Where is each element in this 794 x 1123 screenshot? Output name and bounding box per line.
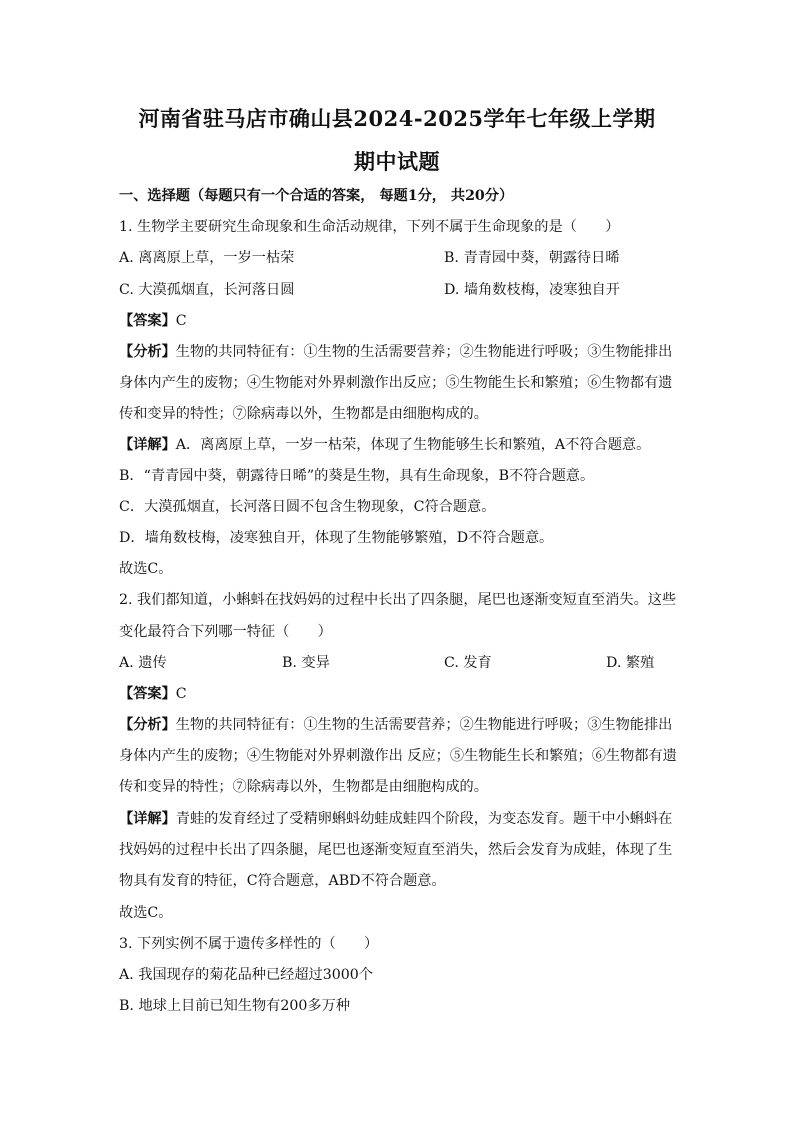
question-2-option-b: B. 变异 [282,655,330,671]
question-1-answer [119,311,679,331]
question-2-conclusion: 故选C。 [119,905,173,921]
question-2-option-d: D. 繁殖 [606,655,655,671]
question-3-option-a: A. 我国现存的菊花品种已经超过3000个 [119,967,373,983]
analysis-tag: 【分析】 [119,717,176,733]
answer-value: C [175,686,187,702]
question-2-answer [119,684,679,704]
question-2-option-c: C. 发育 [444,655,492,671]
question-2-detail-line-2: 找妈妈的过程中长出了四条腿，尾巴也逐渐变短直至消失，然后会发育为成蛙，体现了生 [119,842,673,858]
answer-tag: 【答案】 [119,686,176,702]
detail-tag: 【详解】 [119,811,176,827]
question-1-option-a: A. 离离原上草，一岁一枯荣 [119,250,295,266]
question-2-stem-line-2: 变化最符合下列哪一特征（ ） [119,624,332,640]
question-1-option-b: B. 青青园中葵，朝露待日晞 [444,250,620,266]
question-2-analysis-line-2: 身体内产生的废物；④生物能对外界刺激作出 反应；⑤生物能生长和繁殖；⑥生物都有遗 [119,748,677,764]
question-3-option-b: B. 地球上目前已知生物有200多万种 [119,998,350,1014]
question-2-stem-line-1: 2. 我们都知道，小蝌蚪在找妈妈的过程中长出了四条腿，尾巴也逐渐变短直至消失。这些 [119,592,677,608]
question-2-detail-line-3: 物具有发育的特征，C符合题意，ABD不符合题意。 [119,873,446,889]
detail-text: A．离离原上草，一岁一枯荣，体现了生物能够生长和繁殖，A不符合题意。 [175,437,651,453]
question-1-stem: 1. 生物学主要研究生命现象和生命活动规律，下列不属于生命现象的是（ ） [119,219,620,235]
analysis-text: 生物的共同特征有：①生物的生活需要营养；②生物能进行呼吸；③生物能排出 [175,717,673,733]
question-1-analysis-line-2: 身体内产生的废物；④生物能对外界刺激作出反应；⑤生物能生长和繁殖；⑥生物都有遗 [119,375,673,391]
question-2-analysis-line-3: 传和变异的特性；⑦除病毒以外，生物都是由细胞构成的。 [119,779,488,795]
question-1-analysis-line-1 [119,342,679,362]
question-1-detail-line-3: C．大漠孤烟直，长河落日圆不包含生物现象，C符合题意。 [119,499,496,515]
question-1-option-d: D. 墙角数枝梅，凌寒独自开 [444,282,620,298]
question-1-detail-line-4: D．墙角数枝梅，凌寒独自开，体现了生物能够繁殖，D不符合题意。 [119,530,554,546]
answer-tag: 【答案】 [119,313,176,329]
question-1-conclusion: 故选C。 [119,561,173,577]
analysis-tag: 【分析】 [119,344,176,360]
question-2-option-a: A. 遗传 [119,655,167,671]
section-heading: 一、选择题（每题只有一个合适的答案， 每题1分， 共20分） [119,188,514,204]
question-2-analysis-line-1 [119,715,679,735]
document-title: 河南省驻马店市确山县2024-2025学年七年级上学期 [138,106,656,131]
question-1-detail-line-2: B．“青青园中葵，朝露待日晞”的葵是生物，具有生命现象，B不符合题意。 [119,468,595,484]
question-2-detail-line-1 [119,809,679,829]
detail-text: 青蛙的发育经过了受精卵蝌蚪幼蛙成蛙四个阶段，为变态发育。题干中小蝌蚪在 [175,811,673,827]
answer-value: C [175,313,187,329]
question-1-analysis-line-3: 传和变异的特性；⑦除病毒以外，生物都是由细胞构成的。 [119,406,488,422]
question-3-stem: 3. 下列实例不属于遗传多样性的（ ） [119,936,379,952]
document-subtitle: 期中试题 [354,149,440,174]
question-1-detail-line-1 [119,435,679,455]
detail-tag: 【详解】 [119,437,176,453]
analysis-text: 生物的共同特征有：①生物的生活需要营养；②生物能进行呼吸；③生物能排出 [175,344,673,360]
question-1-option-c: C. 大漠孤烟直，长河落日圆 [119,282,295,298]
